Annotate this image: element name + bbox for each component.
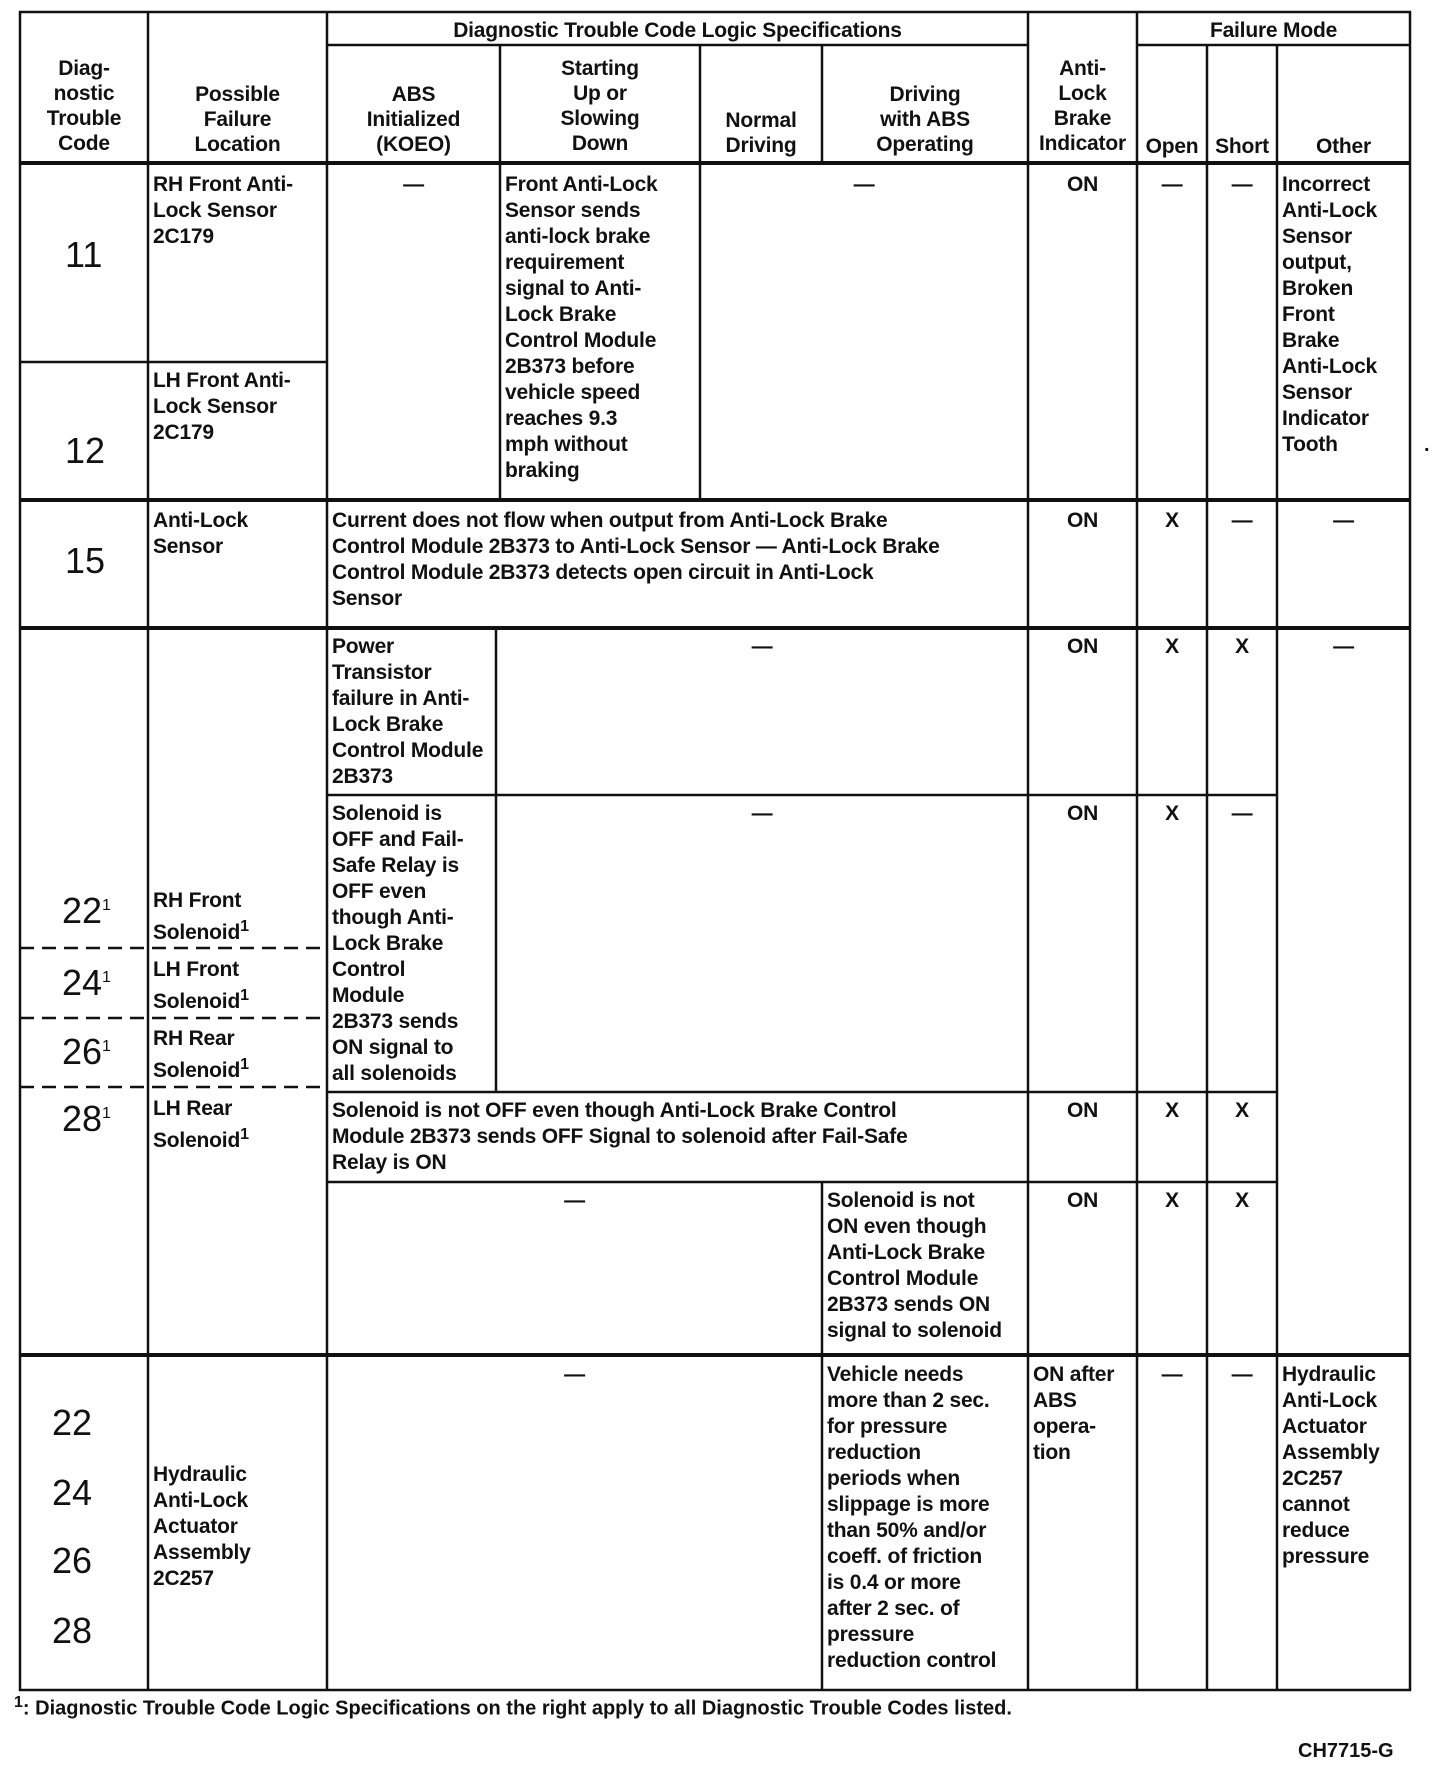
sol-b-short: — bbox=[1231, 802, 1253, 825]
sol-a-open: X bbox=[1165, 635, 1179, 658]
indicator-11-12: ON bbox=[1066, 173, 1099, 196]
hyd-other: Hydraulic Anti-Lock Actuator Assembly 2C257 cannot reduce pressure bbox=[1282, 1363, 1380, 1568]
hyd-code-26: 26 bbox=[52, 1540, 93, 1581]
open-15: X bbox=[1165, 509, 1179, 532]
open-11-12: — bbox=[1161, 173, 1183, 196]
header-location: Possible Failure Location bbox=[194, 83, 281, 156]
sol-c-open: X bbox=[1165, 1099, 1179, 1122]
hyd-short: — bbox=[1231, 1363, 1253, 1386]
hyd-code-22: 22 bbox=[52, 1402, 93, 1443]
hyd-indicator: ON after ABS opera- tion bbox=[1033, 1363, 1115, 1464]
header-dtc-logic-group: Diagnostic Trouble Code Logic Specifications bbox=[453, 19, 902, 42]
dtc-code-24: $24^1$ bbox=[62, 962, 111, 1003]
hyd-open: — bbox=[1161, 1363, 1183, 1386]
sol-a-indicator: ON bbox=[1066, 635, 1099, 658]
other-15: — bbox=[1333, 509, 1354, 532]
sol-b-open: X bbox=[1165, 802, 1179, 825]
hyd-left: — bbox=[564, 1363, 585, 1386]
logic-15: Current does not flow when output from Anti-Lock Brake Control Module 2B373 to Anti-Lock Sensor — Anti-Lock Brake Control Module 2B373 detects open circuit in Anti-Lock Sensor bbox=[332, 509, 940, 610]
footnote: $^1$: Diagnostic Trouble Code Logic Specifications on the right apply to all Diagnostic Trouble Codes listed. bbox=[14, 1694, 1012, 1720]
header-indicator: Anti- Lock Brake Indicator bbox=[1039, 57, 1126, 155]
dtc-code-12: 12 bbox=[65, 430, 106, 471]
sol-d-indicator: ON bbox=[1066, 1189, 1099, 1212]
dtc-code-15: 15 bbox=[65, 540, 106, 581]
header-failure-mode-group: Failure Mode bbox=[1209, 19, 1338, 42]
abs-init-11-12: — bbox=[403, 173, 424, 196]
sol-d-open: X bbox=[1165, 1189, 1179, 1212]
other-11-12: Incorrect Anti-Lock Sensor output, Broken Front Brake Anti-Lock Sensor Indicator Tooth bbox=[1282, 173, 1378, 456]
location-lh-front-sensor: LH Front Anti- Lock Sensor 2C179 bbox=[153, 369, 291, 444]
sol-a-abs-init: Power Transistor failure in Anti- Lock Brake Control Module 2B373 bbox=[332, 635, 484, 788]
sol-d-driving: Solenoid is not ON even though Anti-Lock Brake Control Module 2B373 sends ON signal to solenoid bbox=[827, 1189, 1002, 1342]
starting-11-12: Front Anti-Lock Sensor sends anti-lock brake requirement signal to Anti- Lock Brake Control Module 2B373 before vehicle speed reaches 9.3 mph without braking bbox=[505, 173, 658, 482]
normal-driving-11-12: — bbox=[853, 173, 875, 196]
header-short: Short bbox=[1215, 135, 1269, 158]
sol-d-left: — bbox=[564, 1189, 585, 1212]
sol-a-rest: — bbox=[751, 635, 773, 658]
header-starting-up: Starting Up or Slowing Down bbox=[560, 57, 640, 155]
short-15: — bbox=[1231, 509, 1253, 532]
header-open: Open bbox=[1145, 135, 1199, 158]
short-11-12: — bbox=[1231, 173, 1253, 196]
header-other: Other bbox=[1315, 135, 1371, 158]
header-abs-initialized: ABS Initialized (KOEO) bbox=[366, 83, 461, 156]
hyd-code-28: 28 bbox=[52, 1610, 93, 1651]
dtc-code-28: $28^1$ bbox=[62, 1098, 111, 1139]
dtc-code-22: $22^1$ bbox=[62, 890, 111, 931]
location-rh-front-sensor: RH Front Anti- Lock Sensor 2C179 bbox=[153, 173, 293, 248]
sol-d-short: X bbox=[1235, 1189, 1249, 1212]
sol-b-indicator: ON bbox=[1066, 802, 1099, 825]
header-driving-abs: Driving with ABS Operating bbox=[876, 83, 974, 156]
location-anti-lock-sensor: Anti-Lock Sensor bbox=[153, 509, 249, 558]
dtc-code-11: 11 bbox=[65, 234, 103, 275]
sol-b-abs-init: Solenoid is OFF and Fail- Safe Relay is OFF even though Anti- Lock Brake Control Module 2B373 sends ON signal to all solenoids bbox=[332, 802, 464, 1085]
hyd-code-24: 24 bbox=[52, 1472, 93, 1513]
sol-b-rest: — bbox=[751, 802, 773, 825]
header-code: Diag- nostic Trouble Code bbox=[46, 57, 122, 155]
hyd-driving: Vehicle needs more than 2 sec. for pressure reduction periods when slippage is more than 50% and/or coeff. of friction is 0.4 or more after 2 sec. of pressure reduction control bbox=[827, 1363, 997, 1672]
sol-c-logic: Solenoid is not OFF even though Anti-Lock Brake Control Module 2B373 sends OFF Signal to solenoid after Fail-Safe Relay is ON bbox=[332, 1099, 908, 1174]
location-lh-rear-solenoid: LH Rear Solenoid$^1$ bbox=[153, 1097, 249, 1152]
dtc-code-26: $26^1$ bbox=[62, 1031, 111, 1072]
hyd-location: Hydraulic Anti-Lock Actuator Assembly 2C257 bbox=[153, 1463, 251, 1590]
location-lh-front-solenoid: LH Front Solenoid$^1$ bbox=[153, 958, 249, 1013]
stray-mark: . bbox=[1424, 434, 1430, 456]
sol-other: — bbox=[1333, 635, 1354, 658]
header-normal-driving: Normal Driving bbox=[725, 109, 797, 157]
sol-c-indicator: ON bbox=[1066, 1099, 1099, 1122]
sol-c-short: X bbox=[1235, 1099, 1249, 1122]
figure-id: CH7715-G bbox=[1298, 1740, 1394, 1762]
table-frame bbox=[20, 12, 1410, 1690]
indicator-15: ON bbox=[1066, 509, 1099, 532]
location-rh-rear-solenoid: RH Rear Solenoid$^1$ bbox=[153, 1027, 249, 1082]
sol-a-short: X bbox=[1235, 635, 1249, 658]
location-rh-front-solenoid: RH Front Solenoid$^1$ bbox=[153, 889, 249, 944]
